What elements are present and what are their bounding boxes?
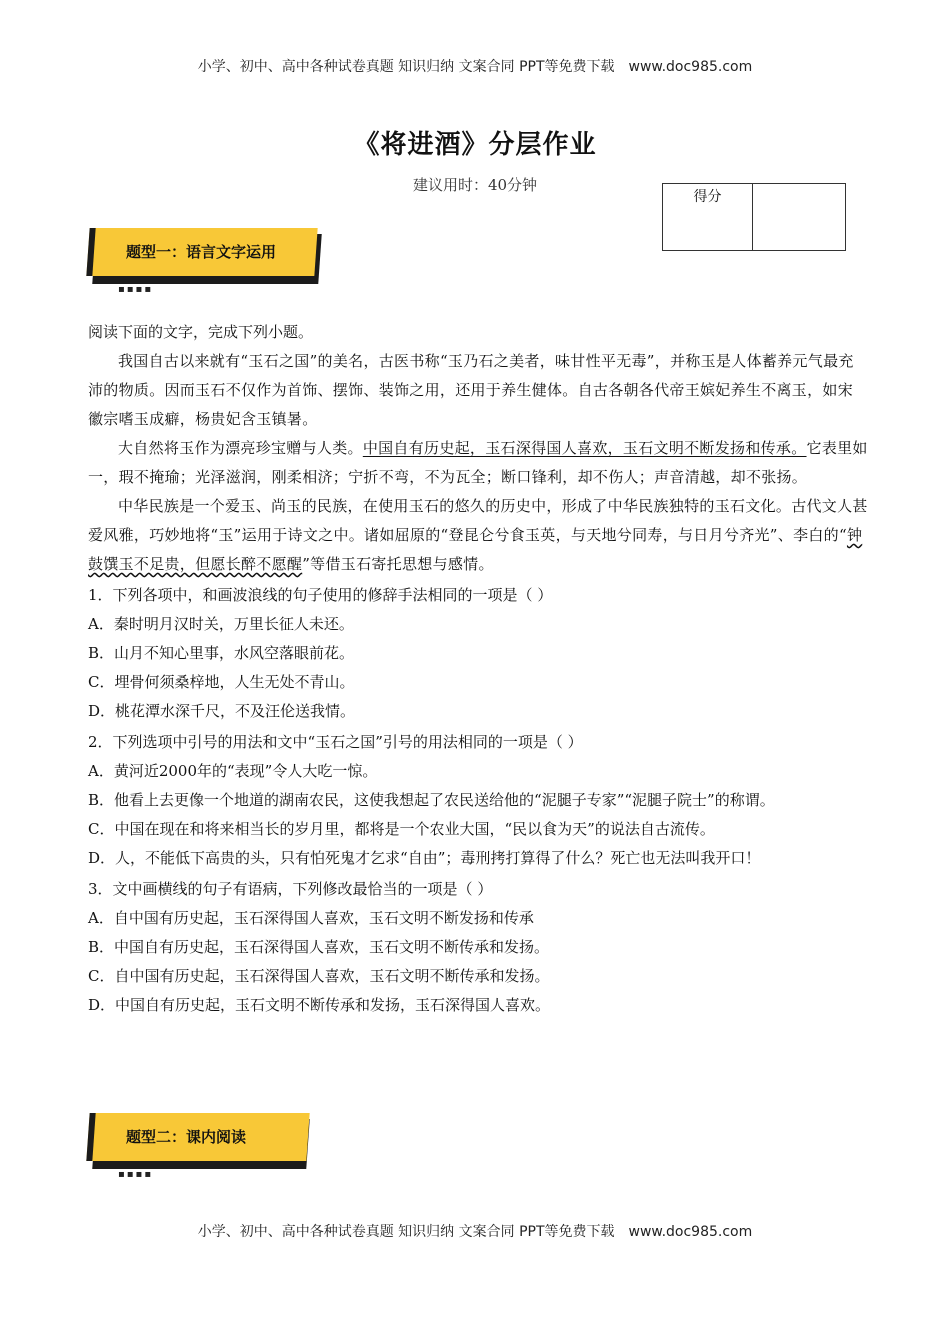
score-value[interactable] — [753, 184, 843, 250]
banner-url[interactable]: www.doc985.com — [628, 1224, 753, 1240]
suggested-time: 建议用时：40分钟 — [412, 176, 538, 194]
passage-paragraph-3 — [88, 492, 868, 579]
score-box — [662, 183, 846, 251]
banner-url[interactable]: www.doc985.com — [628, 59, 753, 75]
wavy-underlined-sentence: 钟鼓馔玉不足贵，但愿长醉不愿醒 — [88, 526, 863, 573]
option-c: C．中国在现在和将来相当长的岁月里，都将是一个农业大国，“民以食为天”的说法自古流传。 — [88, 820, 715, 838]
passage-p3-lead: 中华民族是一个爱玉、尚玉的民族，在使用玉石的悠久的历史中，形成了中华民族独特的玉石文化。古代文人甚爱风雅，巧妙地将“玉”运用于诗文之中。诸如屈原的“登昆仑兮食玉英，与天地兮同寿，与日月兮齐光”、李白的“ — [88, 497, 868, 544]
option-a: A．自中国有历史起，玉石深得国人喜欢，玉石文明不断发扬和传承 — [88, 909, 534, 927]
underlined-sentence: 中国自有历史起，玉石深得国人喜欢，玉石文明不断发扬和传承。 — [362, 439, 807, 457]
passage-paragraph-1: 我国自古以来就有“玉石之国”的美名，古医书称“玉乃石之美者，味甘性平无毒”，并称玉是人体蓄养元气最充沛的物质。因而玉石不仅作为首饰、摆饰、装饰之用，还用于养生健体。自古各朝各代帝王嫔妃养生不离玉，如宋徽宗嗜玉成癖，杨贵妃含玉镇暑。 — [88, 352, 854, 428]
option-b: B．山月不知心里事，水风空落眼前花。 — [88, 644, 355, 662]
banner-text: 小学、初中、高中各种试卷真题 知识归纳 文案合同 PPT等免费下载 — [197, 59, 615, 75]
option-c: C．自中国有历史起，玉石深得国人喜欢，玉石文明不断传承和发扬。 — [88, 967, 550, 985]
option-d: D．桃花潭水深千尺，不及汪伦送我情。 — [88, 702, 356, 720]
question-stem: 3．文中画横线的句子有语病，下列修改最恰当的一项是（ ） — [88, 880, 493, 898]
section-badge-2 — [88, 1113, 322, 1180]
option-d: D．人，不能低下高贵的头，只有怕死鬼才乞求“自由”；毒刑拷打算得了什么？死亡也无法叫我开口！ — [88, 849, 761, 867]
passage-p2-rest: 它表里如一，瑕不掩瑜；光泽滋润，刚柔相济；宁折不弯，不为瓦全；断口锋利，却不伤人；声音清越，却不张扬。 — [88, 439, 868, 486]
section-badge-1 — [88, 228, 322, 295]
passage-paragraph-2 — [88, 434, 868, 492]
intro-text: 阅读下面的文字，完成下列小题。 — [88, 323, 314, 341]
page-title: 《将进酒》分层作业 — [353, 130, 597, 160]
question-1 — [88, 581, 868, 726]
section-2-label: 题型二：课内阅读 — [126, 1128, 247, 1146]
badge-dashes: ▪▪▪▪ — [118, 1169, 154, 1180]
option-a: A．黄河近2000年的“表现”令人大吃一惊。 — [88, 762, 378, 780]
badge-dashes: ▪▪▪▪ — [118, 284, 154, 295]
footer-banner — [0, 1221, 950, 1241]
question-stem: 2．下列选项中引号的用法和文中“玉石之国”引号的用法相同的一项是（ ） — [88, 733, 583, 751]
question-2 — [88, 728, 868, 873]
section-1-label: 题型一：语言文字运用 — [126, 243, 277, 261]
passage-p3-rest: ”等借玉石寄托思想与感情。 — [302, 555, 494, 573]
option-c: C．埋骨何须桑梓地，人生无处不青山。 — [88, 673, 355, 691]
passage-p2-lead: 大自然将玉作为漂亮珍宝赠与人类。 — [118, 439, 363, 457]
option-d: D．中国自有历史起，玉石文明不断传承和发扬，玉石深得国人喜欢。 — [88, 996, 551, 1014]
option-b: B．中国自有历史起，玉石深得国人喜欢，玉石文明不断传承和发扬。 — [88, 938, 550, 956]
banner-text: 小学、初中、高中各种试卷真题 知识归纳 文案合同 PPT等免费下载 — [197, 1224, 615, 1240]
header-banner — [0, 56, 950, 76]
reading-passage — [88, 347, 868, 579]
option-a: A．秦时明月汉时关，万里长征人未还。 — [88, 615, 354, 633]
exercise-content — [88, 318, 868, 1020]
option-b: B．他看上去更像一个地道的湖南农民，这使我想起了农民送给他的“泥腿子专家”“泥腿子院士”的称谓。 — [88, 791, 775, 809]
question-stem: 1．下列各项中，和画波浪线的句子使用的修辞手法相同的一项是（ ） — [88, 586, 553, 604]
question-3 — [88, 875, 868, 1020]
score-label: 得分 — [663, 184, 753, 250]
